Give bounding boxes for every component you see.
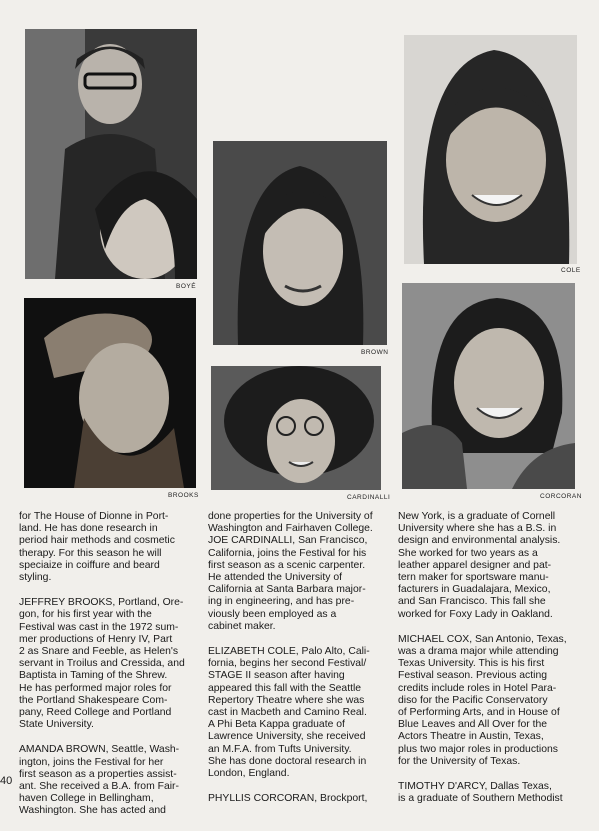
caption-brooks: BROOKS: [168, 492, 199, 499]
caption-cardinalli: CARDINALLI: [347, 494, 391, 501]
text-column-3: [398, 511, 593, 818]
text-column-2: [208, 511, 398, 818]
caption-corcoran: CORCORAN: [540, 493, 582, 500]
photo-cole: [404, 35, 577, 264]
caption-boye: BOYÉ: [176, 283, 197, 290]
paragraph-timothy-darcy: TIMOTHY D'ARCY, Dallas Texas, is a graduate of Southern Methodist: [398, 781, 563, 805]
photo-brown: [213, 141, 387, 345]
text-column-1: [19, 511, 204, 831]
paragraph-amanda-brown: AMANDA BROWN, Seattle, Wash- ington, joins the Festival for her first season as a properties assist- ant. She received a B.A. from Fair- haven College in Bellingham, Washington. She has acted and: [19, 744, 180, 817]
paragraph-michael-cox: MICHAEL COX, San Antonio, Texas, was a drama major while attending Texas University. This is his first Festival season. Previous acting credits include roles in Hotel Para- diso for the Pacific Conservatory of Performing Arts, and in House of Blue Leaves and All Over for the Actors Theatre in Austin, Texas, plus two major roles in productions for the University of Texas.: [398, 633, 567, 767]
paragraph-jeffrey-brooks: JEFFREY BROOKS, Portland, Ore- gon, for his first year with the Festival was cast in the 1972 sum- mer productions of Henry IV, Part 2 as Snare and Feeble, as Helen's servant in Troilus and Cressida, and Baptista in Taming of the Shrew. He has performed major roles for the Portland Shakespeare Com- pany, Reed College and Portland State University.: [19, 597, 185, 731]
photo-boye: [25, 29, 197, 279]
caption-cole: COLE: [561, 267, 581, 274]
paragraph-elizabeth-cole: ELIZABETH COLE, Palo Alto, Cali- fornia, begins her second Festival/ STAGE II season after having appeared this fall with the Seattle Repertory Theatre where she was cast in Macbeth and Camino Real. A Phi Beta Kappa graduate of Lawrence University, she received an M.F.A. from Tufts University. She has done doctoral research in London, England.: [208, 646, 370, 780]
paragraph-brown-cardinalli: done properties for the University of Washington and Fairhaven College. JOE CARDINALLI, San Francisco, California, joins the Festival for his first season as a scenic carpenter. He attended the University of California at Santa Barbara major- ing in engineering, and has pre- viously been employed as a cabinet maker.: [208, 511, 373, 632]
page-number: 40: [0, 775, 13, 787]
paragraph-corcoran-continued: New York, is a graduate of Cornell University where she has a B.S. in design and environmental analysis. She worked for two years as a leather apparel designer and pat- tern maker for sportsware manu- facturers in Guadalajara, Mexico, and San Francisco. This fall she worked for Foxy Lady in Oakland.: [398, 511, 561, 620]
photo-brooks: [24, 298, 196, 488]
paragraph-boye-continued: for The House of Dionne in Port- land. He has done research in period hair methods and cosmetic therapy. For this season he will speciaize in coiffure and beard styling.: [19, 511, 175, 584]
caption-brown: BROWN: [361, 349, 389, 356]
photo-cardinalli: [211, 366, 381, 490]
photo-corcoran: [402, 283, 575, 489]
paragraph-phyllis-corcoran: PHYLLIS CORCORAN, Brockport,: [208, 793, 368, 805]
